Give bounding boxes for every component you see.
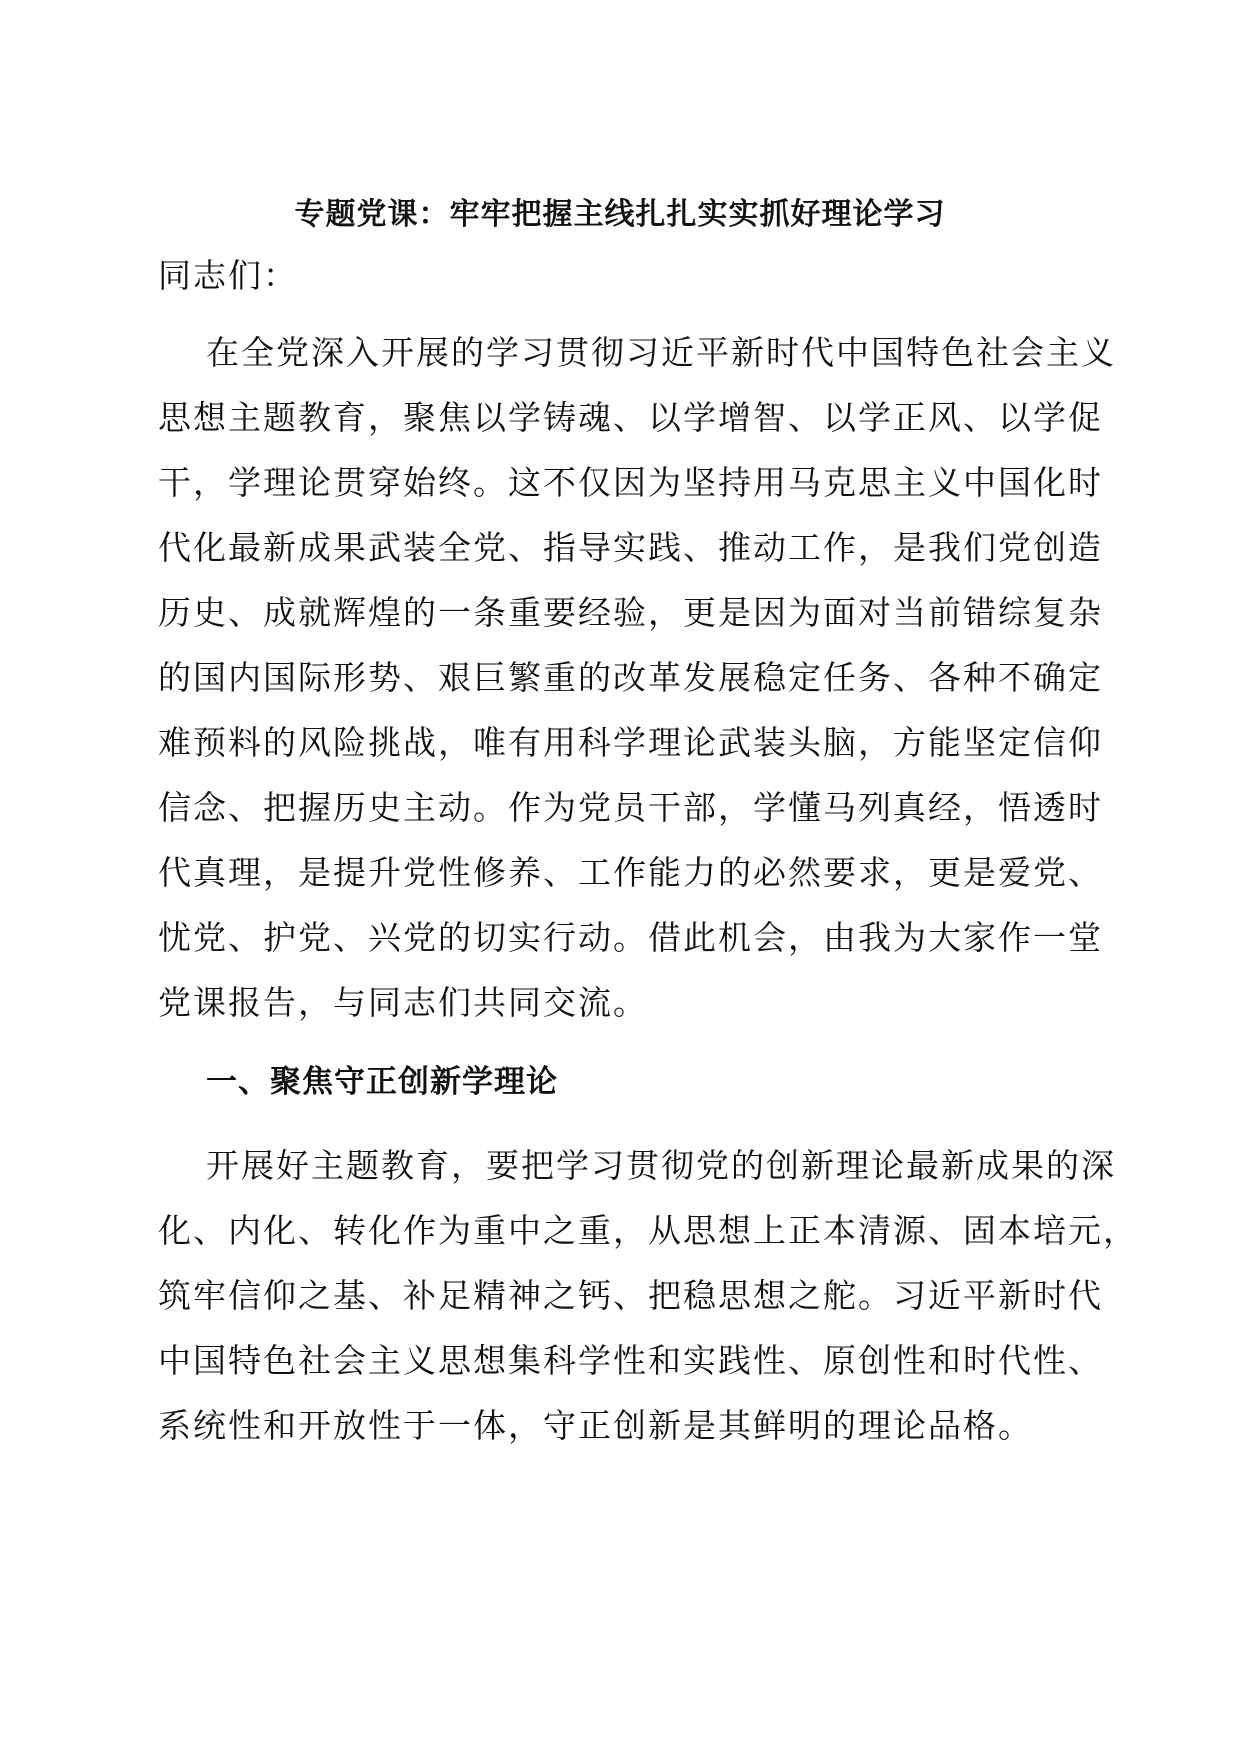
paragraph-line: 党课报告，与同志们共同交流。 <box>158 983 648 1022</box>
paragraph-line: 筑牢信仰之基、补足精神之钙、把稳思想之舵。习近平新时代 <box>158 1276 1103 1315</box>
paragraph-line: 的国内国际形势、艰巨繁重的改革发展稳定任务、各种不确定 <box>158 658 1103 697</box>
paragraph-line: 难预料的风险挑战，唯有用科学理论武装头脑，方能坚定信仰 <box>158 723 1103 762</box>
paragraph-line: 信念、把握历史主动。作为党员干部，学懂马列真经，悟透时 <box>158 788 1103 827</box>
paragraph-line: 化、内化、转化作为重中之重，从思想上正本清源、固本培元， <box>158 1211 1138 1250</box>
document-title: 专题党课：牢牢把握主线扎扎实实抓好理论学习 <box>294 197 946 232</box>
paragraph-line: 开展好主题教育，要把学习贯彻党的创新理论最新成果的深 <box>206 1146 1116 1185</box>
section-heading: 一、聚焦守正创新学理论 <box>206 1064 558 1100</box>
paragraph-line: 代真理，是提升党性修养、工作能力的必然要求，更是爱党、 <box>158 853 1103 892</box>
paragraph-line: 思想主题教育，聚焦以学铸魂、以学增智、以学正风、以学促 <box>158 398 1103 437</box>
paragraph-line: 系统性和开放性于一体，守正创新是其鲜明的理论品格。 <box>158 1406 1033 1445</box>
paragraph-line: 中国特色社会主义思想集科学性和实践性、原创性和时代性、 <box>158 1341 1103 1380</box>
paragraph-line: 忧党、护党、兴党的切实行动。借此机会，由我为大家作一堂 <box>158 918 1103 957</box>
paragraph-line: 代化最新成果武装全党、指导实践、推动工作，是我们党创造 <box>158 528 1103 567</box>
paragraph-line: 历史、成就辉煌的一条重要经验，更是因为面对当前错综复杂 <box>158 593 1103 632</box>
salutation: 同志们： <box>158 256 298 295</box>
paragraph-line: 干，学理论贯穿始终。这不仅因为坚持用马克思主义中国化时 <box>158 463 1103 502</box>
paragraph-line: 在全党深入开展的学习贯彻习近平新时代中国特色社会主义 <box>206 333 1116 372</box>
